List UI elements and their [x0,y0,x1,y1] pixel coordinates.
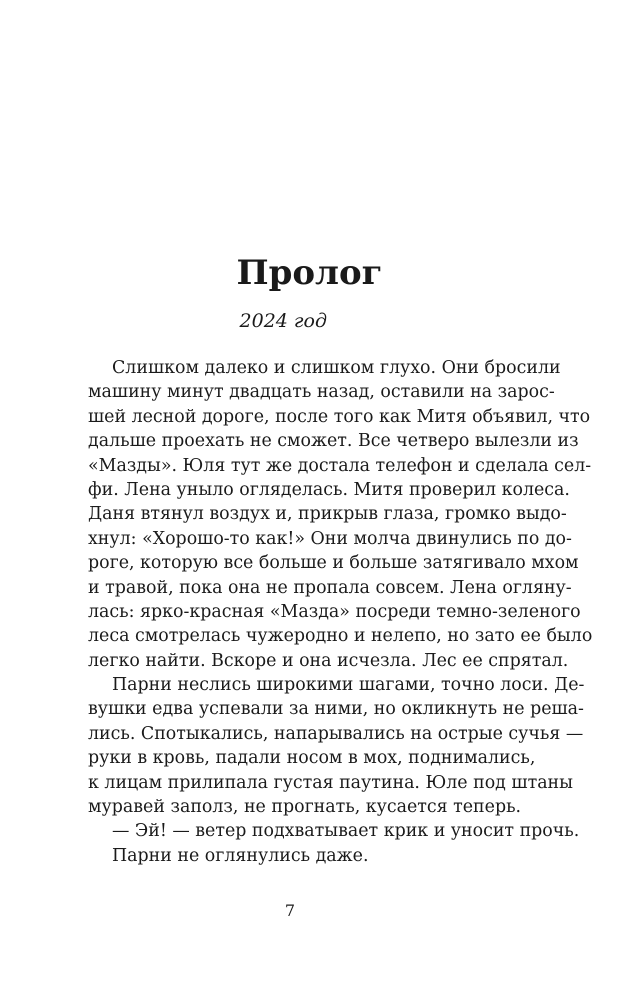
text-line: роге, которую все больше и больше затягивало мхом [88,553,579,574]
text-line: фи. Лена уныло огляделась. Митя проверил колеса. [88,479,570,500]
chapter-year [0,305,574,337]
text-line: легко найти. Вскоре и она исчезла. Лес ее спрятал. [88,650,569,671]
text-line: к лицам прилипала густая паутина. Юле под штаны [88,772,573,793]
text-line: и травой, пока она не пропала совсем. Лена огляну- [88,577,572,598]
text-line: Даня втянул воздух и, прикрыв глаза, громко выдо- [88,504,567,525]
text-line: Слишком далеко и слишком глухо. Они бросили [112,358,561,378]
text-line: хнул: «Хорошо-то как!» Они молча двинулись по до- [88,528,572,549]
text-line: лись. Спотыкались, напарывались на острые сучья — [88,723,584,744]
text-line: лась: ярко-красная «Мазда» посреди темно-зеленого [88,601,581,622]
body-text [88,356,593,868]
page-number: 7 [284,901,296,920]
text-line: шей лесной дороге, после того как Митя объявил, что [88,406,591,427]
text-line: леса смотрелась чужеродно и нелепо, но зато ее было [88,626,593,647]
text-line: машину минут двадцать назад, оставили на зарос- [88,382,555,403]
text-line: Парни не оглянулись даже. [112,845,369,866]
text-line: вушки едва успевали за ними, но окликнуть не реша- [88,699,584,720]
text-line: «Мазды». Юля тут же достала телефон и сделала сел- [88,455,592,476]
text-line: Парни неслись широкими шагами, точно лоси. Де- [112,675,585,696]
text-line: — Эй! — ветер подхватывает крик и уносит прочь. [112,821,580,842]
text-line: дальше проехать не сможет. Все четверо вылезли из [88,431,579,452]
chapter-year-text: 2024 год [239,310,327,332]
text-line: руки в кровь, падали носом в мох, поднимались, [88,748,536,769]
text-line: муравей заполз, не прогнать, кусается теперь. [88,797,522,818]
chapter-title: Пролог [236,253,383,293]
